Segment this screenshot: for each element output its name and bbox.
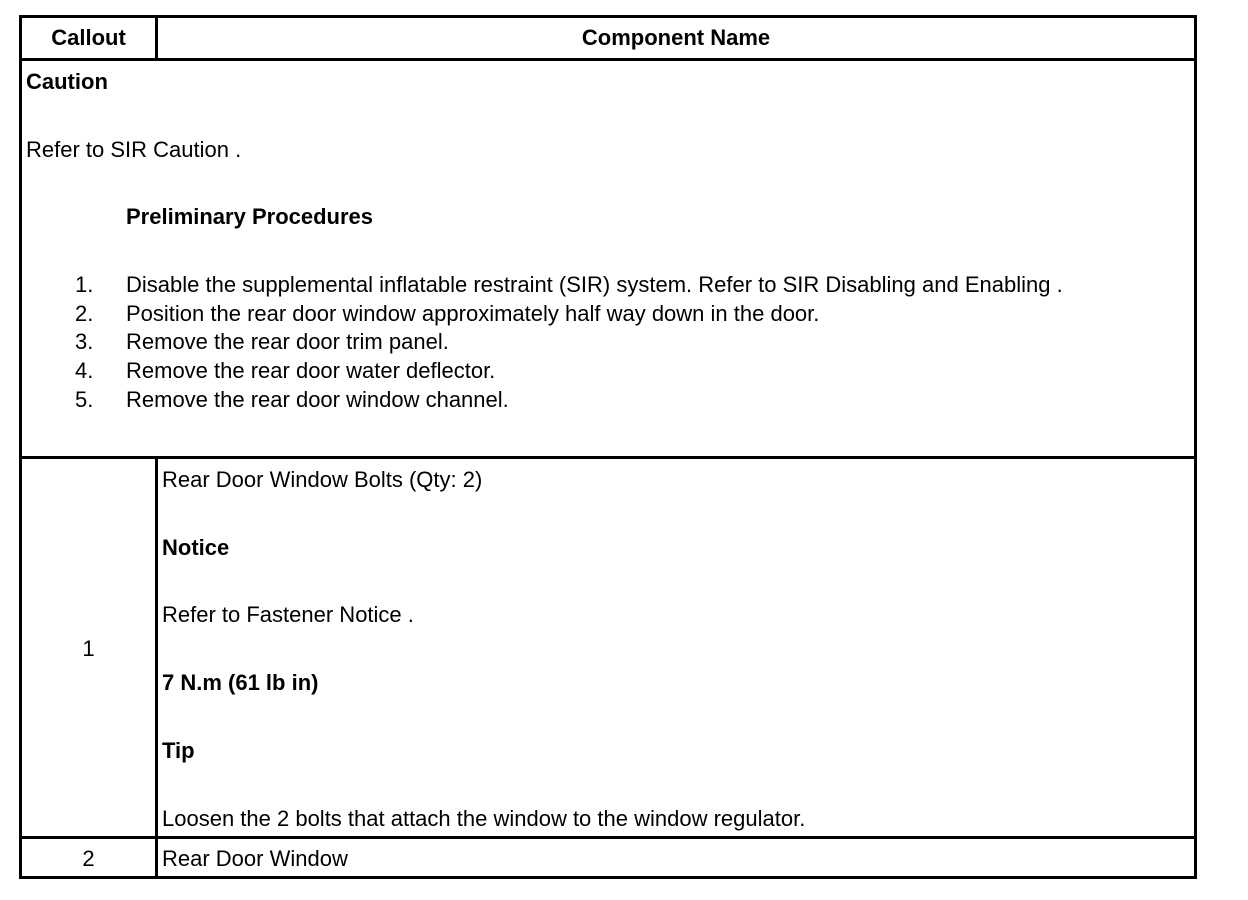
row-callout: 2: [82, 846, 95, 871]
step-number: 5.: [75, 387, 94, 412]
preliminary-procedures-title: Preliminary Procedures: [126, 204, 374, 229]
tip-title: Tip: [162, 738, 195, 763]
step-text: Remove the rear door water deflector.: [126, 358, 496, 383]
step-text: Remove the rear door window channel.: [126, 387, 509, 412]
step-number: 4.: [75, 358, 94, 383]
column-divider-body: [155, 456, 158, 876]
step-number: 1.: [75, 272, 94, 297]
row-component-name: Rear Door Window Bolts (Qty: 2): [162, 467, 483, 492]
row-component-name: Rear Door Window: [162, 846, 348, 871]
caution-text: Refer to SIR Caution .: [26, 137, 242, 162]
row-divider: [22, 836, 1194, 839]
row-callout: 1: [82, 636, 95, 661]
header-component-name: Component Name: [581, 25, 771, 50]
step-text: Disable the supplemental inflatable restraint (SIR) system. Refer to SIR Disabling and Enabling .: [126, 272, 1063, 297]
preliminary-divider: [22, 456, 1194, 459]
step-text: Position the rear door window approximately half way down in the door.: [126, 301, 820, 326]
tip-text: Loosen the 2 bolts that attach the window to the window regulator.: [162, 806, 806, 831]
component-table: [19, 15, 1197, 879]
notice-text: Refer to Fastener Notice .: [162, 602, 414, 627]
step-number: 2.: [75, 301, 94, 326]
caution-title: Caution: [26, 69, 108, 94]
notice-title: Notice: [162, 535, 230, 560]
step-text: Remove the rear door trim panel.: [126, 329, 449, 354]
step-number: 3.: [75, 329, 94, 354]
torque-spec: 7 N.m (61 lb in): [162, 670, 319, 695]
header-divider: [22, 58, 1194, 61]
header-callout: Callout: [51, 25, 126, 50]
